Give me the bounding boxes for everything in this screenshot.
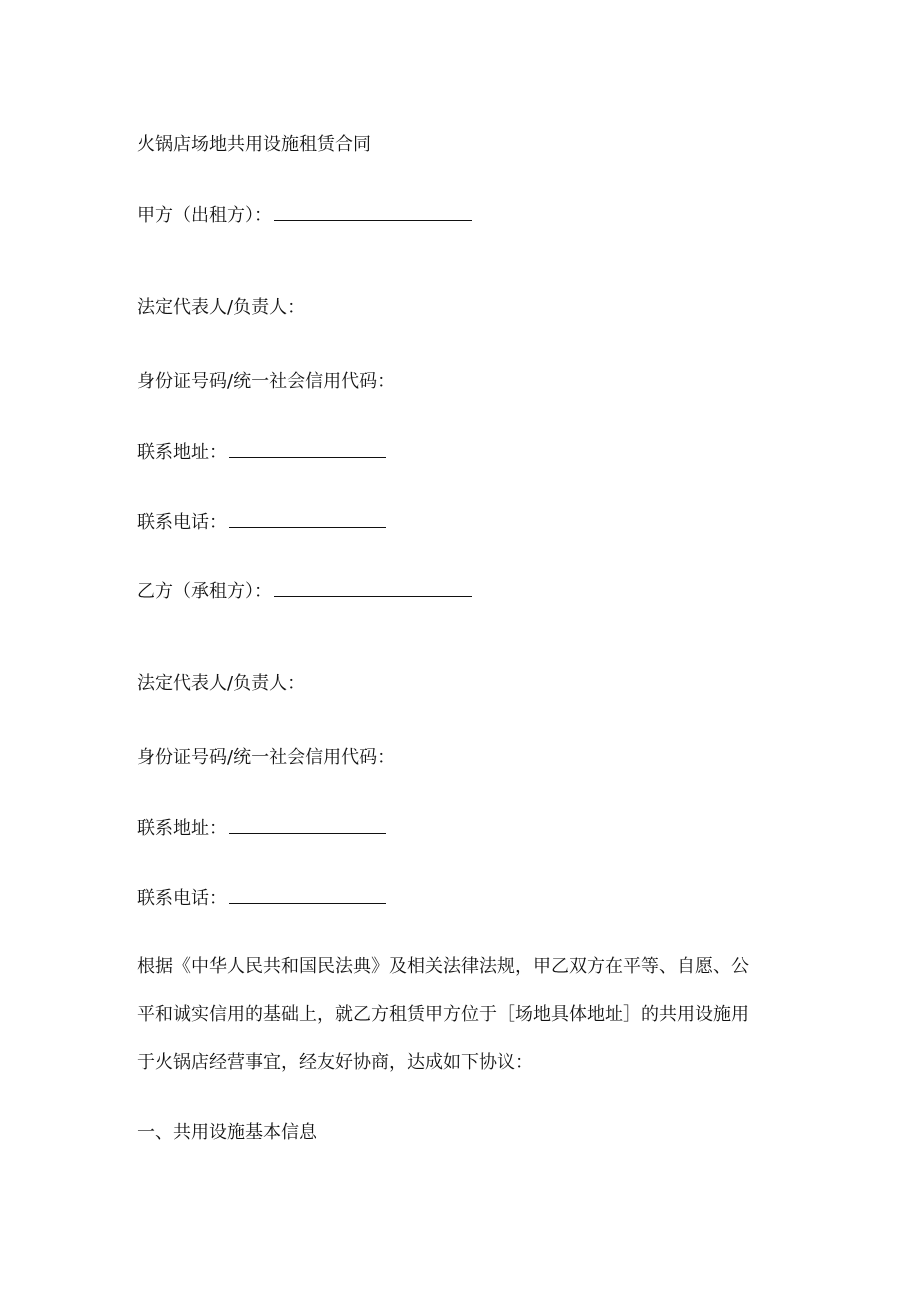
party-a-id-label: 身份证号码/统一社会信用代码： <box>137 371 396 392</box>
contract-title <box>137 133 371 157</box>
party-a-phone-label: 联系电话： <box>137 512 227 533</box>
party-a-id <box>137 370 395 394</box>
party-a-address-label: 联系地址： <box>137 442 227 463</box>
party-b-address <box>137 815 386 841</box>
contract-title-text: 火锅店场地共用设施租赁合同 <box>137 134 371 155</box>
party-b-representative <box>137 672 305 696</box>
party-b-id <box>137 746 395 770</box>
party-a-phone-blank[interactable] <box>229 509 386 528</box>
section-heading <box>137 1121 317 1145</box>
party-a-representative <box>137 296 305 320</box>
party-b-id-label: 身份证号码/统一社会信用代码： <box>137 747 396 768</box>
preamble-line: 根据《中华人民共和国民法典》及相关法律法规，甲乙双方在平等、自愿、公 <box>137 956 749 977</box>
section-heading-text: 一、共用设施基本信息 <box>137 1122 317 1143</box>
party-a-address <box>137 439 386 465</box>
preamble-line: 于火锅店经营事宜，经友好协商，达成如下协议： <box>137 1052 533 1073</box>
party-b-blank[interactable] <box>274 578 472 597</box>
party-b-line <box>137 578 472 604</box>
party-a-line <box>137 202 472 228</box>
party-a-representative-label: 法定代表人/负责人： <box>137 297 306 318</box>
party-b-phone-label: 联系电话： <box>137 888 227 909</box>
party-b-phone-blank[interactable] <box>229 885 386 904</box>
party-b-address-blank[interactable] <box>229 815 386 834</box>
party-b-address-label: 联系地址： <box>137 818 227 839</box>
party-b-phone <box>137 885 386 911</box>
party-a-phone <box>137 509 386 535</box>
party-b-label: 乙方（承租方）： <box>137 581 272 602</box>
party-b-representative-label: 法定代表人/负责人： <box>137 673 306 694</box>
party-a-blank[interactable] <box>274 202 472 221</box>
preamble-line: 平和诚实信用的基础上，就乙方租赁甲方位于［场地具体地址］的共用设施用 <box>137 1004 749 1025</box>
party-a-label: 甲方（出租方）： <box>137 205 272 226</box>
party-a-address-blank[interactable] <box>229 439 386 458</box>
